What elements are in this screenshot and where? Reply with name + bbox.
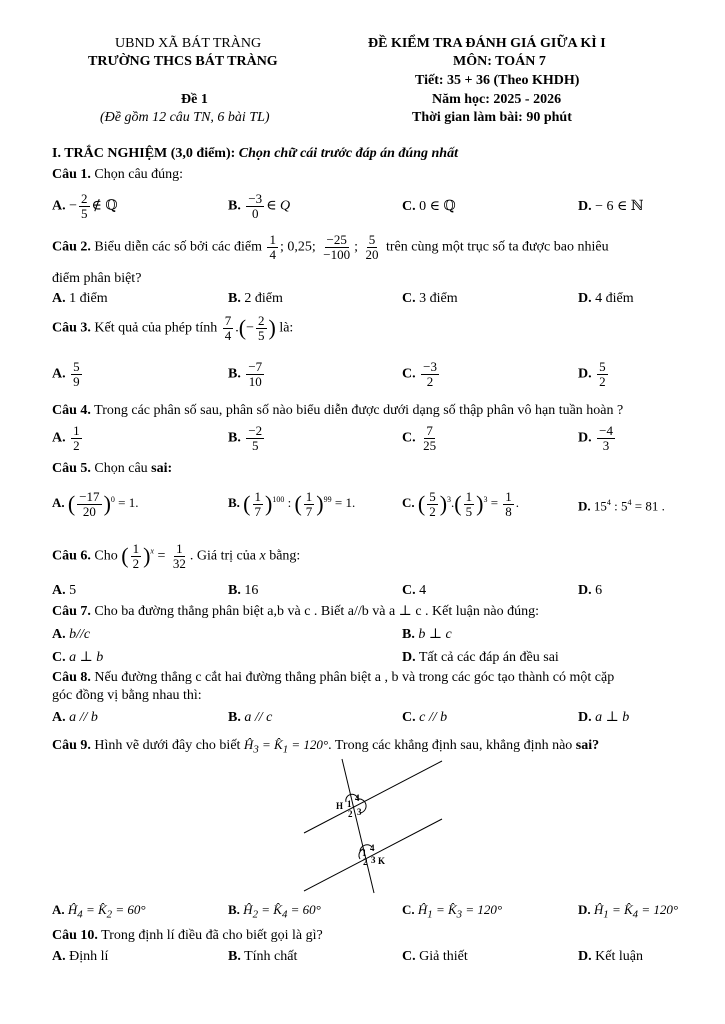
q1-option-d: D. − 6 ∈ ℕ: [578, 199, 644, 214]
label-k-2: 2: [363, 857, 368, 867]
q1-option-b: B. $\frac{-3}{0}$ ∈ Q: [228, 191, 291, 221]
q6-option-c: C. 4: [402, 583, 427, 598]
q10-option-a: A. Định lí: [52, 949, 109, 964]
q2-option-d: D. 4 điểm: [578, 291, 634, 306]
label-h-1: 1: [347, 799, 352, 809]
q8-option-b: B. a // c: [228, 710, 273, 725]
q5-option-c: C. ( $\frac{5}{2}$ )$^3$.( $\frac{1}{5}$ )$^3$ = $\frac{1}{8}$ .: [402, 489, 520, 519]
q6-option-a: A. 5: [52, 583, 77, 598]
label-h-3: 3: [357, 807, 362, 817]
school-year: Năm học: 2025 - 2026: [432, 92, 562, 107]
question-7: Câu 7. Cho ba đường thẳng phân biệt a,b và c . Biết a//b và a ⊥ c . Kết luận nào đúng:: [52, 604, 539, 619]
q4-option-a: A. $\frac{1}{2}$: [52, 423, 80, 453]
label-k: K: [378, 856, 386, 866]
q5-option-b: B. ( $\frac{1}{7}$ )$^{100}$ : ( $\frac{1}{7}$ )$^{99}$ = 1.: [228, 489, 356, 519]
q1-option-a: A. − $\frac{2}{5}$ ∉ ℚ: [52, 191, 118, 221]
q7-option-d: D. Tất cả các đáp án đều sai: [402, 650, 559, 665]
question-3: Câu 3. Kết quả của phép tính $\frac{7}{4}$ .(− $\frac{2}{5}$ ) là:: [52, 313, 294, 343]
q10-option-b: B. Tính chất: [228, 949, 298, 964]
q4-option-b: B. $\frac{-2}{5}$: [228, 423, 263, 453]
question-4: Câu 4. Trong các phân số sau, phân số nào biểu diễn được dưới dạng số thập phân vô hạn tuần hoàn ?: [52, 403, 624, 418]
subject: MÔN: TOÁN 7: [453, 54, 546, 69]
q9-option-a: A. $Ĥ_4$ = $K̂_2 = 60^\circ$: [52, 902, 146, 921]
label-k-3: 3: [371, 855, 376, 865]
question-9: Câu 9. Hình vẽ dưới đây cho biết $Ĥ_3$ = $K̂_1 = 120^\circ$. Trong các khẳng định sau, khẳng định nào sai?: [52, 737, 600, 756]
label-k-4: 4: [370, 843, 375, 853]
q2-option-c: C. 3 điểm: [402, 291, 458, 306]
q2-option-a: A. 1 điểm: [52, 291, 108, 306]
q3-option-b: B. $\frac{-7}{10}$: [228, 359, 263, 389]
question-1: Câu 1. Chọn câu đúng:: [52, 167, 184, 182]
label-h: H: [336, 801, 344, 811]
q7-option-a: A. b//c: [52, 627, 91, 642]
lesson: Tiết: 35 + 36 (Theo KHDH): [415, 73, 580, 88]
exam-duration: Thời gian làm bài: 90 phút: [412, 110, 572, 125]
q3-option-a: A. $\frac{5}{9}$: [52, 359, 80, 389]
question-8-cont: góc đồng vị bằng nhau thì:: [52, 688, 202, 703]
exam-composition: (Đề gồm 12 câu TN, 6 bài TL): [100, 110, 270, 125]
q8-option-a: A. a // b: [52, 710, 98, 725]
q10-option-c: C. Giả thiết: [402, 949, 468, 964]
q7-option-c: C. a ⊥ b: [52, 650, 104, 665]
label-h-4: 4: [355, 793, 360, 803]
question-10: Câu 10. Trong định lí điều đã cho biết gọi là gì?: [52, 928, 323, 943]
q3-option-d: D. $\frac{5}{2}$: [578, 359, 606, 389]
q8-option-c: C. c // b: [402, 710, 448, 725]
question-6: Câu 6. Cho ( $\frac{1}{2}$ )$^x$ = $\frac{1}{32}$ . Giá trị của x bằng:: [52, 541, 301, 571]
q7-option-b: B. b ⊥ c: [402, 627, 452, 642]
q5-option-a: A. ( $\frac{-17}{20}$ )$^0$ = 1.: [52, 489, 139, 519]
q4-option-d: D. $\frac{-4}{3}$: [578, 423, 613, 453]
parallel-lines-figure: [300, 755, 450, 895]
org-name: UBND XÃ BÁT TRÀNG: [115, 36, 262, 51]
section-title: I. TRẮC NGHIỆM (3,0 điểm): Chọn chữ cái trước đáp án đúng nhất: [52, 146, 458, 161]
question-5: Câu 5. Chọn câu sai:: [52, 461, 173, 476]
q9-option-c: C. $Ĥ_1$ = $K̂_3 = 120^\circ$: [402, 902, 503, 921]
q6-option-d: D. 6: [578, 583, 603, 598]
label-h-2: 2: [348, 809, 353, 819]
exam-code: Đề 1: [181, 92, 208, 107]
q5-option-d: D. $15^4$ : $5^4 = 81$ .: [578, 498, 665, 514]
q3-option-c: C. $\frac{-3}{2}$: [402, 359, 437, 389]
q9-option-b: B. $Ĥ_2$ = $K̂_4 = 60^\circ$: [228, 902, 321, 921]
school-name: TRƯỜNG THCS BÁT TRÀNG: [88, 54, 278, 69]
question-8: Câu 8. Nếu đường thẳng c cắt hai đường thẳng phân biệt a , b và trong các góc tạo thành có một cặp: [52, 670, 615, 685]
q2-option-b: B. 2 điểm: [228, 291, 283, 306]
question-2: Câu 2. Biểu diễn các số bởi các điểm $\frac{1}{4}$ ; 0,25; $\frac{-25}{-100}$ ; $\frac{5}{20}$ trên cùng một trục số ta được bao nhiêu: [52, 232, 609, 262]
label-k-1: 1: [362, 848, 367, 858]
exam-title: ĐỀ KIỂM TRA ĐÁNH GIÁ GIỮA KÌ I: [368, 36, 606, 51]
question-2-cont: điểm phân biệt?: [52, 271, 142, 286]
q10-option-d: D. Kết luận: [578, 949, 643, 964]
q4-option-c: C. $\frac{7}{25}$: [402, 423, 437, 453]
q9-option-d: D. $Ĥ_1$ = $K̂_4 = 120^\circ$: [578, 902, 679, 921]
q1-option-c: C. 0 ∈ ℚ: [402, 199, 456, 214]
q8-option-d: D. a ⊥ b: [578, 710, 630, 725]
q6-option-b: B. 16: [228, 583, 259, 598]
